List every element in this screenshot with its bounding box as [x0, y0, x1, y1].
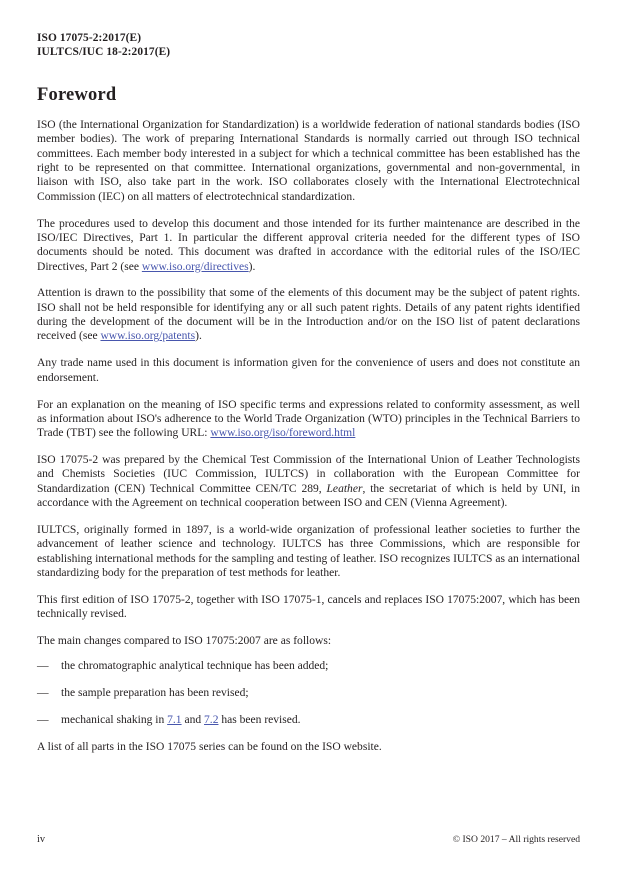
- list-item: [37, 686, 580, 700]
- list-item-text: the sample preparation has been revised;: [61, 687, 249, 700]
- list-item-text-mid: and: [181, 714, 205, 726]
- link-iso-directives[interactable]: www.iso.org/directives: [141, 260, 249, 273]
- paragraph-patent-rights: [37, 286, 580, 343]
- em-dash-marker: —: [37, 687, 49, 700]
- document-header: [37, 31, 580, 59]
- paragraph-patent-rights-tail: ).: [195, 330, 202, 343]
- link-iso-foreword[interactable]: www.iso.org/iso/foreword.html: [210, 427, 356, 440]
- list-item-text-before: mechanical shaking in: [61, 714, 168, 726]
- page-number: iv: [37, 834, 46, 845]
- paragraph-trade-name: Any trade name used in this document is information given for the convenience of users and does not constitute an endorsement.: [37, 357, 580, 384]
- page-title: Foreword: [37, 85, 117, 105]
- paragraph-preparation-text: ISO 17075-2 was prepared by the Chemical Test Commission of the International Union of Leather Technologists and Chemists Societies (IUC Commission, IULTCS) in collaboration with the European Committee for Standardization (CEN) Technical Committee CEN/TC 289,: [37, 454, 580, 495]
- paragraph-main-changes-intro: The main changes compared to ISO 17075:2007 are as follows:: [37, 634, 332, 647]
- paragraph-conformity-assessment: [37, 398, 580, 441]
- paragraph-conformity-text: For an explanation on the meaning of ISO specific terms and expressions related to conformity assessment, as well as information about ISO's adherence to the World Trade Organization (WTO) principles in the Technical Barriers to Trade (TBT) see the following URL:: [37, 398, 580, 440]
- paragraph-patent-rights-text: Attention is drawn to the possibility that some of the elements of this document may be the subject of patent rights. ISO shall not be held responsible for identifying any or all such patent rights. Details of any patent rights identified during the development of the document will be in the Introduction and/or on the ISO list of patent declarations received (see: [37, 287, 580, 343]
- paragraph-procedures-text: The procedures used to develop this document and those intended for its further maintenance are described in the ISO/IEC Directives, Part 1. In particular the different approval criteria needed for the different types of ISO documents should be noted. This document was drafted in accordance with the editorial rules of the ISO/IEC Directives, Part 2 (see: [37, 217, 580, 273]
- document-header-line-2: IULTCS/IUC 18-2:2017(E): [37, 46, 171, 59]
- page-content: [37, 0, 580, 753]
- link-iso-patents[interactable]: www.iso.org/patents: [100, 330, 196, 343]
- paragraph-all-parts: A list of all parts in the ISO 17075 series can be found on the ISO website.: [37, 740, 382, 753]
- list-item-text-after: has been revised.: [218, 714, 301, 726]
- list-item: [37, 713, 580, 727]
- paragraph-preparation-body: [37, 453, 580, 510]
- em-dash-marker: —: [37, 714, 49, 726]
- em-dash-marker: —: [37, 660, 49, 673]
- paragraph-iso-intro: ISO (the International Organization for Standardization) is a worldwide federation of national standards bodies (ISO member bodies). The work of preparing International Standards is normally carried out through ISO technical committees. Each member body interested in a subject for which a technical committee has been established has the right to be represented on that committee. International organizations, governmental and non-governmental, in liaison with ISO, also take part in the work. ISO collaborates closely with the International Electrotechnical Commission (IEC) on all matters of electrotechnical standardization.: [37, 119, 580, 203]
- link-clause-7-1[interactable]: 7.1: [167, 714, 182, 726]
- paragraph-procedures-tail: ).: [248, 260, 256, 273]
- paragraph-first-edition: This first edition of ISO 17075-2, together with ISO 17075-1, cancels and replaces ISO 17075:2007, which has been technically revised.: [37, 593, 580, 621]
- document-header-line-1: ISO 17075-2:2017(E): [37, 32, 142, 44]
- copyright-notice: © ISO 2017 – All rights reserved: [452, 834, 580, 845]
- paragraph-procedures: [37, 217, 580, 274]
- page-footer: [37, 833, 580, 846]
- link-clause-7-2[interactable]: 7.2: [204, 714, 219, 726]
- list-item: [37, 659, 580, 673]
- paragraph-iultcs-description: IULTCS, originally formed in 1897, is a world-wide organization of professional leather societies to further the advancement of leather science and technology. IULTCS has three Commissions, which are responsible for establishing international methods for the sampling and testing of leather. ISO recognizes IULTCS as an international standardizing body for the preparation of test methods for leather.: [37, 523, 580, 579]
- changes-list: [37, 659, 580, 727]
- italic-leather: Leather: [326, 482, 363, 495]
- foreword-body: [37, 118, 580, 754]
- paragraph-preparation-tail: , the secretariat of which is held by UNI, in accordance with the Agreement on technical cooperation between ISO and CEN (Vienna Agreement).: [37, 482, 580, 510]
- list-item-text: the chromatographic analytical technique has been added;: [61, 660, 329, 673]
